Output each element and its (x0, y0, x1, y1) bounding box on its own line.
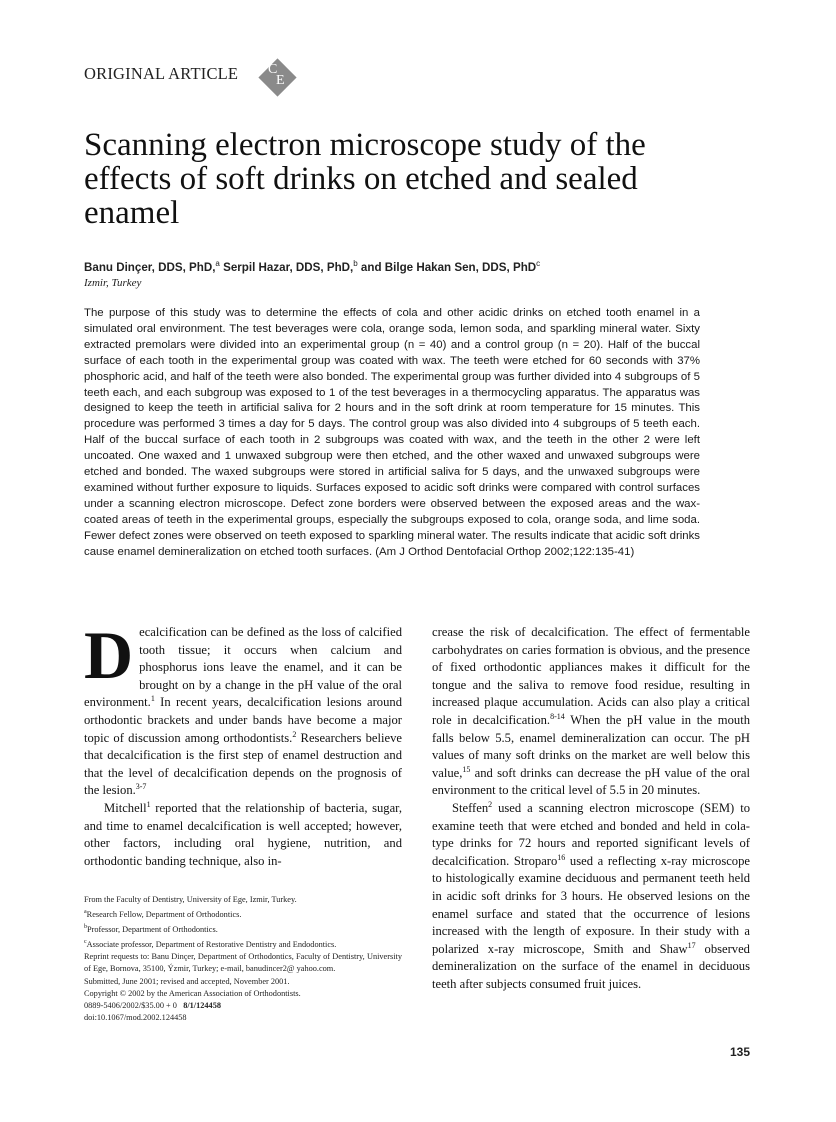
drop-cap: D (84, 617, 134, 693)
citation-ref[interactable]: 15 (462, 764, 471, 774)
badge-letter-e: E (276, 73, 285, 88)
body-paragraph (84, 800, 402, 870)
footnote-text: Associate professor, Department of Restorative Dentistry and Endodontics. (86, 939, 337, 949)
footnote-affiliation: From the Faculty of Dentistry, University of Ege, Izmir, Turkey. (84, 895, 297, 904)
body-paragraph (432, 800, 750, 994)
footnotes (84, 894, 402, 1024)
page-number: 135 (730, 1045, 751, 1059)
author-list (84, 259, 540, 274)
body-text: crease the risk of decalcification. The effect of fermentable carbohydrates on caries formation is obvious, and the presence of fixed orthodontic appliances makes it difficult for the tongue and the saliva to remove food residue, resulting in increased plaque accumulation. Acids can also play a critical role in decalcification. (432, 625, 750, 727)
body-text: used a reflecting x-ray microscope to histologically examine deciduous and permanent teeth held in acidic soft drinks for 3 hours. He observed lesions on the enamel surface and stated that the occurrence of lesions increased with the length of exposure. In their study with a polarized x-ray microscope, Smith and Shaw (432, 853, 750, 956)
author-affiliation-mark: c (536, 259, 541, 268)
footnote-copyright: Copyright © 2002 by the American Association of Orthodontists. (84, 988, 301, 998)
citation-ref[interactable]: 1 (150, 694, 155, 704)
body-text: Mitchell (104, 800, 147, 815)
body-text: Researchers believe that decalcification is the first step of enamel destruction and that the level of decalcification depends on the prognosis of the lesion. (84, 730, 402, 798)
footnote-mark: b (84, 924, 87, 931)
footnote-text: Research Fellow, Department of Orthodontics. (86, 909, 242, 919)
footnote-submitted: Submitted, June 2001; revised and accepted, November 2001. (84, 976, 290, 986)
citation-ref[interactable]: 2 (488, 799, 493, 809)
issn-code: 8/1/124458 (183, 1000, 221, 1010)
ce-badge-icon (258, 58, 296, 96)
footnote-issn (84, 1000, 402, 1012)
citation-ref[interactable]: 1 (146, 799, 151, 809)
badge-letter-c: C (268, 62, 278, 77)
body-text: When the pH value in the mouth falls below 5.5, enamel demineralization can occur. The pH values of many soft drinks on the market are well below this value, (432, 712, 750, 780)
footnote-text: Professor, Department of Orthodontics. (87, 924, 218, 934)
body-paragraph (432, 624, 750, 800)
body-column-left (84, 617, 402, 870)
body-column-right (432, 624, 750, 993)
citation-ref[interactable]: 17 (687, 940, 696, 950)
footnote-c (84, 936, 402, 951)
body-text: reported that the relationship of bacteria, sugar, and time to enamel decalcification is well accepted; however, other factors, including oral hygiene, nutrition, and orthodontic banding technique, also in- (84, 800, 402, 868)
section-label: ORIGINAL ARTICLE (84, 64, 239, 83)
footnote-doi[interactable]: doi:10.1067/mod.2002.124458 (84, 1013, 187, 1023)
author-affiliation-mark: a (215, 259, 220, 268)
author-name: Banu Dinçer, DDS, PhD, (84, 260, 216, 274)
article-title: Scanning electron microscope study of the effects of soft drinks on etched and sealed enamel (84, 127, 646, 231)
footnote-mark: a (84, 909, 87, 916)
body-paragraph (84, 617, 402, 800)
issn-text: 0889-5406/2002/$35.00 + 0 (84, 1000, 177, 1010)
author-name: and Bilge Hakan Sen, DDS, PhD (357, 260, 537, 274)
author-location: Izmir, Turkey (84, 277, 142, 289)
body-text: Steffen (452, 800, 489, 815)
body-text: ecalcification can be defined as the loss of calcified tooth tissue; it occurs when calcium and phosphorus ions leave the enamel, and it can be brought on by a change in the pH value of the oral environment. (84, 625, 402, 710)
body-text: observed demineralization on the surface of the enamel in deciduous teeth after subjects consumed fruit juices. (432, 941, 750, 991)
body-text: used a scanning electron microscope (SEM) to examine teeth that were etched and bonded and held in cola-type drinks for 72 hours and reported significant levels of decalcification. Stroparo (432, 800, 750, 868)
citation-ref[interactable]: 2 (292, 729, 297, 739)
author-affiliation-mark: b (353, 259, 358, 268)
body-text: In recent years, decalcification lesions around orthodontic brackets and under bands have become a major topic of discussion among orthodontists. (84, 695, 402, 745)
footnote-a (84, 906, 402, 921)
citation-ref[interactable]: 16 (557, 852, 566, 862)
body-text: and soft drinks can decrease the pH value of the oral environment to the critical level of 5.5 in 20 minutes. (432, 765, 750, 798)
footnote-reprint: Reprint requests to: Banu Dinçer, Department of Orthodontics, Faculty of Dentistry, University of Ege, Bornova, 35100, Ýzmir, Turkey; e-mail, banudincer2@ yahoo.com. (84, 952, 402, 974)
author-name: Serpil Hazar, DDS, PhD, (219, 260, 354, 274)
footnote-b (84, 921, 402, 936)
footnote-mark: c (84, 939, 87, 946)
abstract: The purpose of this study was to determine the effects of cola and other acidic drinks on etched tooth enamel in a simulated oral environment. The test beverages were cola, orange soda, lemon soda, and sparkling mineral water. Sixty extracted premolars were divided into an experimental group (n = 40) and a control group (n = 20). Half of the buccal surface of each tooth in the experimental group was coated with wax. The teeth were etched for 60 seconds with 37% phosphoric acid, and half of the teeth were also bonded. The experimental group was further divided into 4 subgroups of 5 teeth each, and each subgroup was exposed to 1 of the test beverages in a thermocycling apparatus. The apparatus was designed to keep the teeth in artificial saliva for 2 hours and in the soft drink at room temperature for 15 minutes. This procedure was performed 3 times a day for 5 days. The control group was also divided into 4 subgroups of 5 teeth each. Half of the buccal surface of each tooth in 2 subgroups was coated with wax, and the teeth in the other 2 were left uncoated. One waxed and 1 unwaxed subgroup were then etched, and the other waxed and unwaxed subgroups were etched and bonded. The waxed subgroups were stored in artificial saliva for 5 days, and the unwaxed subgroups were examined without further exposure to liquids. Surfaces exposed to acidic soft drinks were compared with control surfaces under a scanning electron microscope. Defect zone borders were observed between the exposed areas and the wax-coated areas of teeth in the experimental groups, especially the subgroups exposed to cola, orange soda, and lime soda. Fewer defect zones were observed on teeth exposed to sparkling mineral water. The results indicate that acidic soft drinks cause enamel demineralization on etched tooth surfaces. (Am J Orthod Dentofacial Orthop 2002;122:135-41) (84, 307, 700, 558)
citation-ref[interactable]: 3-7 (135, 782, 147, 792)
citation-ref[interactable]: 8-14 (550, 711, 565, 721)
